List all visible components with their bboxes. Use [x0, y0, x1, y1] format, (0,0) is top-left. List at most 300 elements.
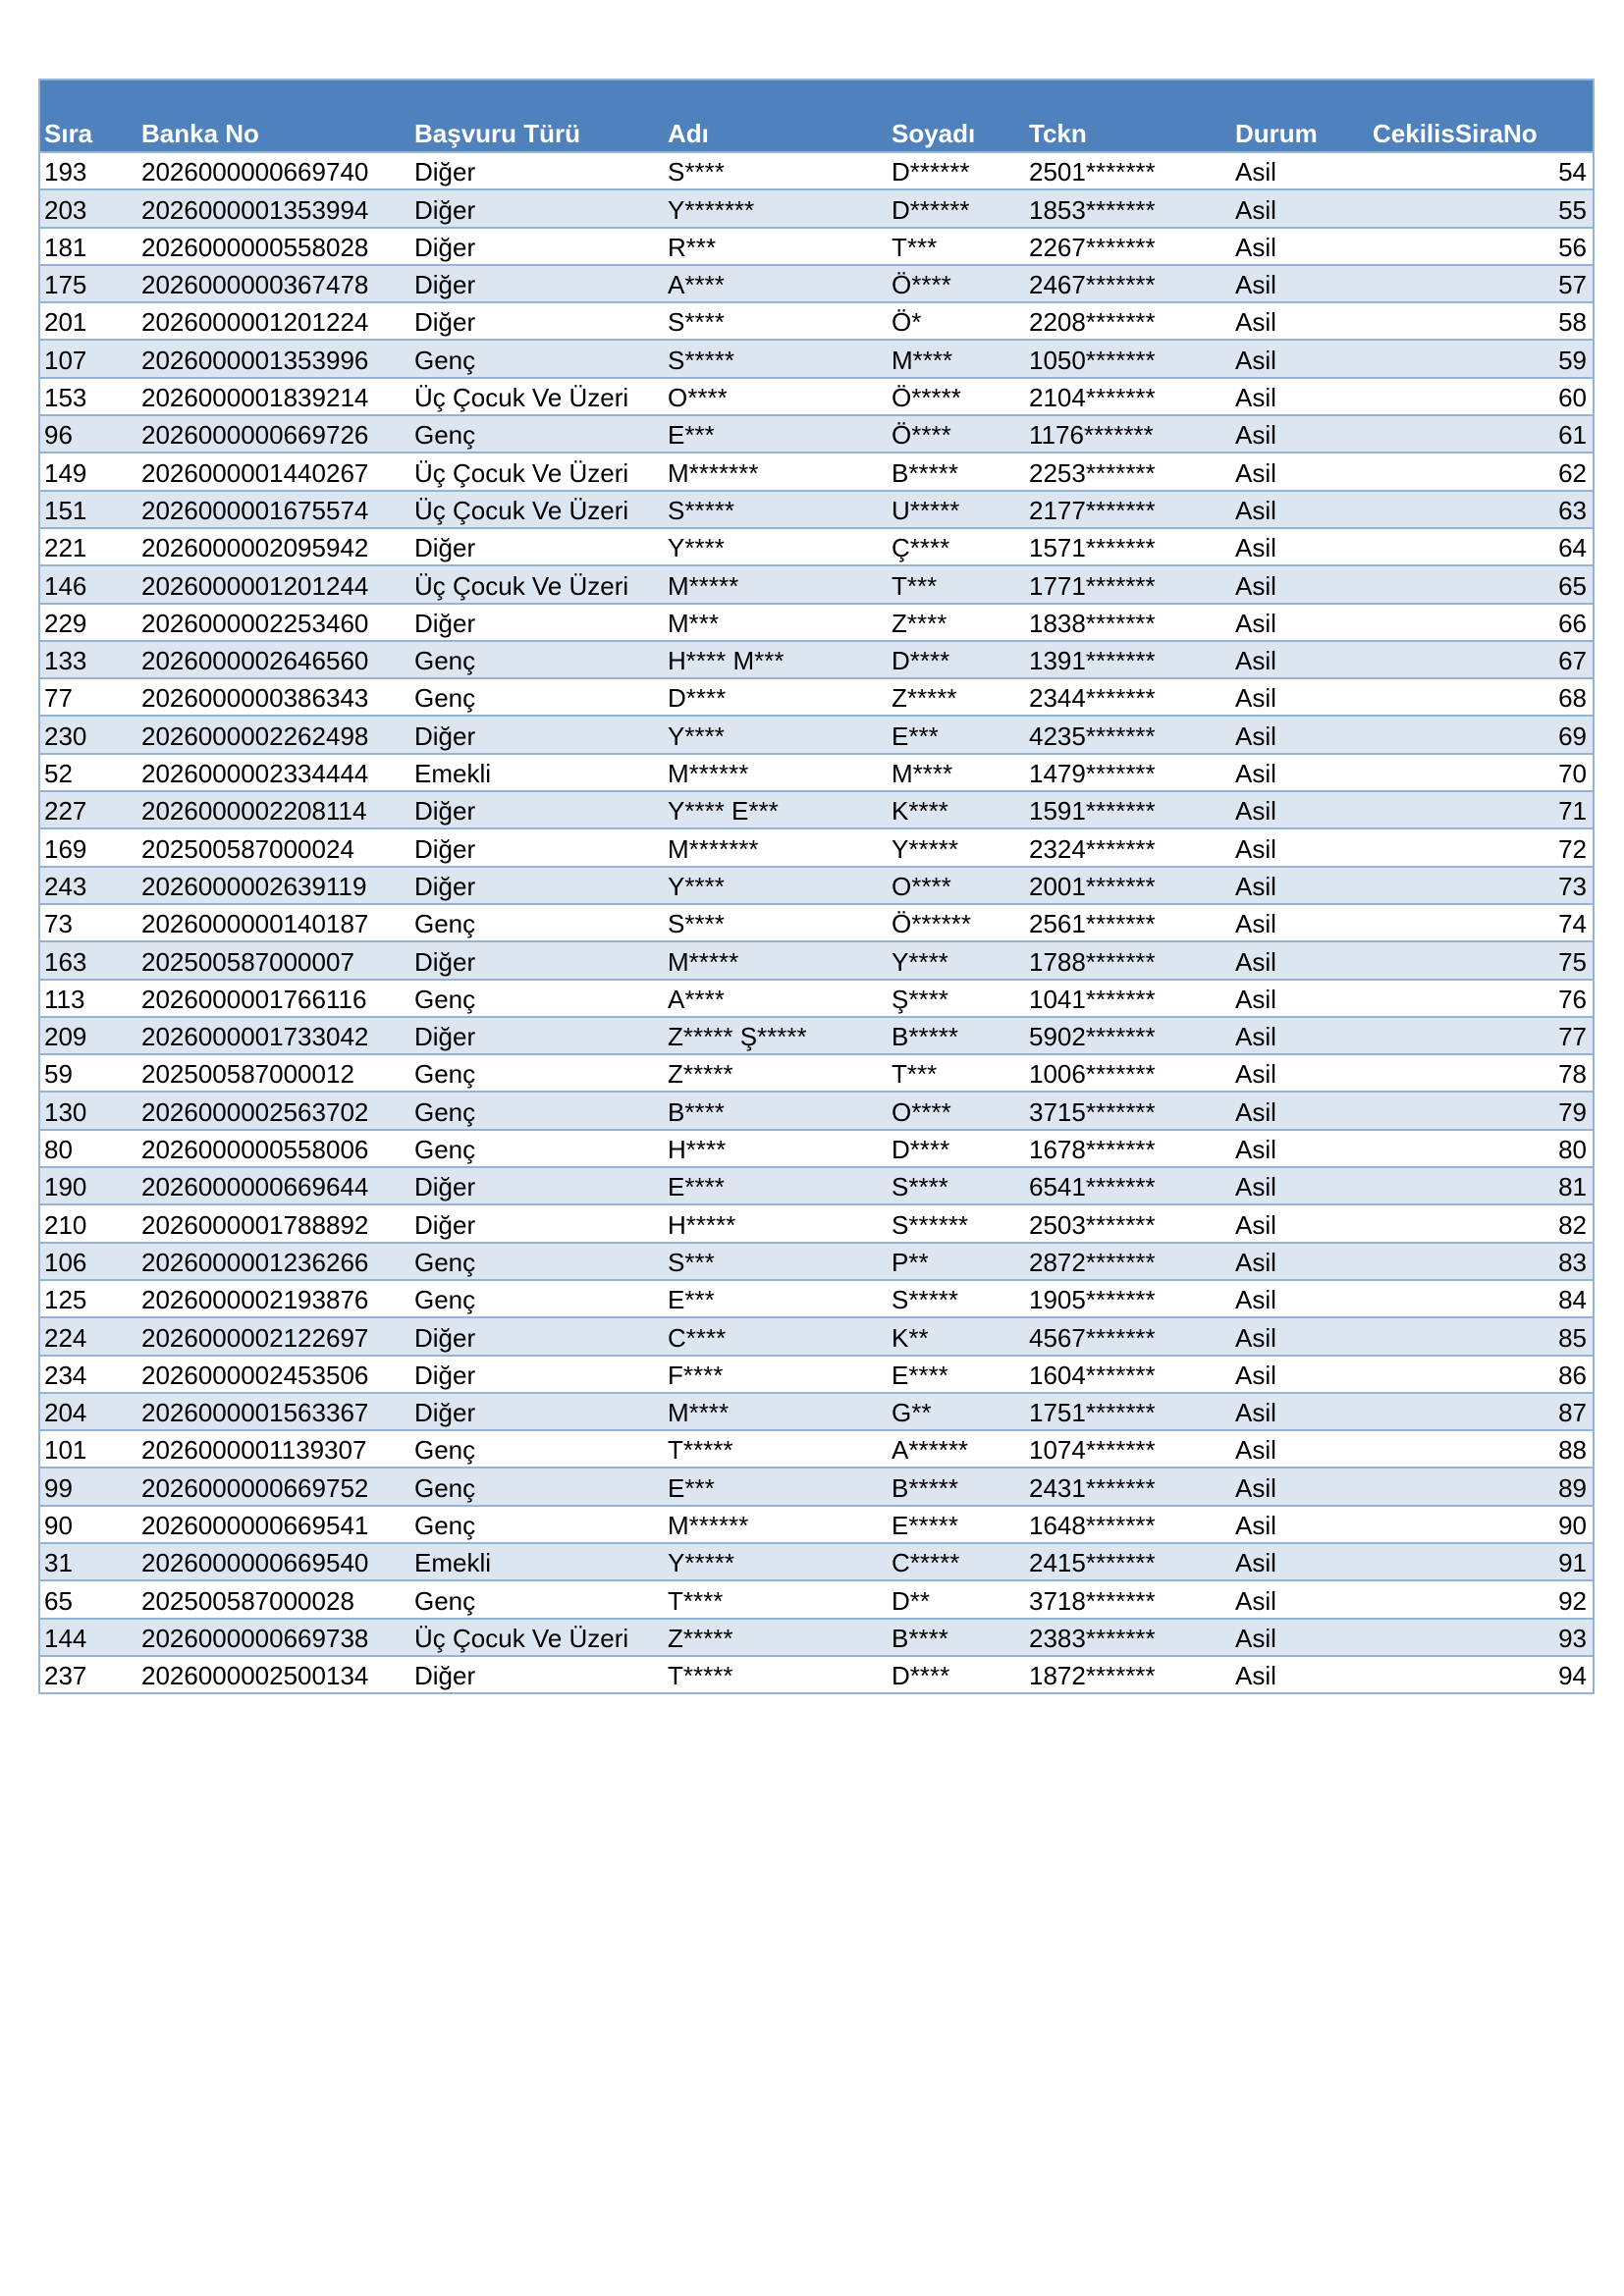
- cell-basvuru-turu: Genç: [414, 1472, 476, 1503]
- cell-soyadi: M****: [892, 345, 953, 375]
- cell-sira: 80: [44, 1135, 73, 1165]
- cell-banka-no: 2026000001675574: [141, 495, 369, 525]
- cell-tckn: 2267*******: [1029, 232, 1156, 262]
- cell-durum: Asil: [1235, 1398, 1276, 1428]
- column-header-cekilis-sira-no: CekilisSiraNo: [1373, 119, 1538, 148]
- cell-basvuru-turu: Üç Çocuk Ve Üzeri: [414, 1623, 629, 1653]
- cell-sira: 31: [44, 1548, 73, 1578]
- cell-durum: Asil: [1235, 683, 1276, 714]
- cell-sira: 229: [44, 608, 87, 638]
- cell-banka-no: 202500587000007: [141, 946, 354, 977]
- table-row: [39, 980, 1594, 1017]
- cell-durum: Asil: [1235, 1022, 1276, 1052]
- cell-tckn: 1041*******: [1029, 984, 1156, 1014]
- cell-sira: 130: [44, 1096, 87, 1127]
- cell-adi: E***: [668, 1472, 715, 1503]
- cell-tckn: 2872*******: [1029, 1247, 1156, 1277]
- column-header-basvuru-turu: Başvuru Türü: [414, 119, 581, 148]
- table-row: [39, 152, 1594, 189]
- cell-tckn: 2383*******: [1029, 1623, 1156, 1653]
- cell-adi: H*****: [668, 1209, 736, 1240]
- cell-soyadi: D******: [892, 157, 970, 187]
- cell-sira: 99: [44, 1472, 73, 1503]
- cell-cekilis-sira-no: 64: [1558, 533, 1587, 563]
- cell-durum: Asil: [1235, 759, 1276, 789]
- cell-adi: H****: [668, 1135, 727, 1165]
- cell-durum: Asil: [1235, 1360, 1276, 1390]
- cell-sira: 65: [44, 1585, 73, 1616]
- cell-adi: S****: [668, 157, 725, 187]
- cell-banka-no: 2026000002122697: [141, 1322, 369, 1353]
- cell-tckn: 1074*******: [1029, 1435, 1156, 1466]
- cell-banka-no: 2026000000558006: [141, 1135, 369, 1165]
- cell-basvuru-turu: Genç: [414, 1247, 476, 1277]
- cell-soyadi: M****: [892, 759, 953, 789]
- cell-adi: Y****: [668, 721, 725, 751]
- cell-tckn: 2467*******: [1029, 270, 1156, 300]
- table-row: [39, 265, 1594, 302]
- cell-durum: Asil: [1235, 307, 1276, 338]
- results-sheet: [38, 79, 1593, 1694]
- cell-sira: 73: [44, 909, 73, 939]
- table-row: [39, 1468, 1594, 1505]
- cell-adi: Y****: [668, 871, 725, 901]
- cell-cekilis-sira-no: 66: [1558, 608, 1587, 638]
- cell-cekilis-sira-no: 73: [1558, 871, 1587, 901]
- cell-tckn: 1751*******: [1029, 1398, 1156, 1428]
- cell-basvuru-turu: Diğer: [414, 1322, 476, 1353]
- cell-durum: Asil: [1235, 909, 1276, 939]
- cell-tckn: 1853*******: [1029, 194, 1156, 225]
- cell-adi: M*****: [668, 946, 739, 977]
- table-row: [39, 1130, 1594, 1167]
- cell-banka-no: 202500587000012: [141, 1059, 354, 1090]
- table-row: [39, 528, 1594, 565]
- cell-sira: 107: [44, 345, 87, 375]
- cell-durum: Asil: [1235, 270, 1276, 300]
- cell-banka-no: 2026000002639119: [141, 871, 367, 901]
- cell-banka-no: 2026000002193876: [141, 1285, 369, 1315]
- table-row: [39, 491, 1594, 528]
- cell-cekilis-sira-no: 61: [1558, 420, 1587, 451]
- cell-durum: Asil: [1235, 1322, 1276, 1353]
- cell-soyadi: K**: [892, 1322, 929, 1353]
- cell-adi: O****: [668, 383, 728, 413]
- cell-durum: Asil: [1235, 833, 1276, 864]
- cell-durum: Asil: [1235, 570, 1276, 601]
- cell-adi: M*******: [668, 457, 759, 488]
- cell-soyadi: B*****: [892, 1472, 958, 1503]
- cell-basvuru-turu: Üç Çocuk Ve Üzeri: [414, 457, 629, 488]
- cell-adi: M****: [668, 1398, 730, 1428]
- cell-sira: 175: [44, 270, 87, 300]
- cell-adi: B****: [668, 1096, 725, 1127]
- table-row: [39, 716, 1594, 753]
- cell-banka-no: 2026000001236266: [141, 1247, 369, 1277]
- cell-sira: 204: [44, 1398, 87, 1428]
- cell-soyadi: P**: [892, 1247, 929, 1277]
- cell-banka-no: 2026000002563702: [141, 1096, 369, 1127]
- cell-banka-no: 2026000001733042: [141, 1022, 369, 1052]
- column-header-sira: Sıra: [44, 119, 93, 148]
- cell-tckn: 1391*******: [1029, 646, 1156, 676]
- cell-soyadi: T***: [892, 570, 938, 601]
- cell-banka-no: 2026000001440267: [141, 457, 369, 488]
- table-row: [39, 1619, 1594, 1656]
- cell-adi: E****: [668, 1172, 725, 1202]
- cell-cekilis-sira-no: 81: [1558, 1172, 1587, 1202]
- cell-durum: Asil: [1235, 1209, 1276, 1240]
- cell-adi: F****: [668, 1360, 724, 1390]
- cell-sira: 149: [44, 457, 87, 488]
- table-row: [39, 1280, 1594, 1317]
- cell-banka-no: 2026000001839214: [141, 383, 369, 413]
- cell-tckn: 2253*******: [1029, 457, 1156, 488]
- table-row: [39, 1092, 1594, 1129]
- table-row: [39, 941, 1594, 979]
- cell-cekilis-sira-no: 86: [1558, 1360, 1587, 1390]
- table-header: [39, 80, 1594, 152]
- cell-durum: Asil: [1235, 1096, 1276, 1127]
- cell-basvuru-turu: Genç: [414, 1585, 476, 1616]
- cell-tckn: 4567*******: [1029, 1322, 1156, 1353]
- cell-banka-no: 2026000002095942: [141, 533, 369, 563]
- cell-banka-no: 2026000000669740: [141, 157, 369, 187]
- cell-durum: Asil: [1235, 646, 1276, 676]
- cell-tckn: 1905*******: [1029, 1285, 1156, 1315]
- cell-basvuru-turu: Diğer: [414, 1022, 476, 1052]
- cell-sira: 181: [44, 232, 87, 262]
- cell-durum: Asil: [1235, 1548, 1276, 1578]
- cell-basvuru-turu: Diğer: [414, 608, 476, 638]
- table-row: [39, 1054, 1594, 1092]
- cell-sira: 221: [44, 533, 87, 563]
- cell-tckn: 2431*******: [1029, 1472, 1156, 1503]
- cell-banka-no: 2026000001563367: [141, 1398, 369, 1428]
- cell-basvuru-turu: Genç: [414, 984, 476, 1014]
- cell-basvuru-turu: Genç: [414, 1135, 476, 1165]
- lottery-results-table: [38, 79, 1595, 1694]
- cell-adi: M******: [668, 759, 749, 789]
- cell-tckn: 4235*******: [1029, 721, 1156, 751]
- cell-sira: 59: [44, 1059, 73, 1090]
- cell-sira: 144: [44, 1623, 87, 1653]
- cell-banka-no: 2026000000669644: [141, 1172, 369, 1202]
- cell-tckn: 1176*******: [1029, 420, 1154, 451]
- cell-sira: 190: [44, 1172, 87, 1202]
- cell-tckn: 1872*******: [1029, 1661, 1156, 1691]
- cell-banka-no: 2026000001201244: [141, 570, 369, 601]
- cell-cekilis-sira-no: 89: [1558, 1472, 1587, 1503]
- cell-durum: Asil: [1235, 1172, 1276, 1202]
- cell-durum: Asil: [1235, 1585, 1276, 1616]
- cell-durum: Asil: [1235, 1510, 1276, 1540]
- table-row: [39, 228, 1594, 265]
- cell-adi: M*******: [668, 833, 759, 864]
- cell-durum: Asil: [1235, 984, 1276, 1014]
- table-row: [39, 1204, 1594, 1242]
- cell-soyadi: Ç****: [892, 533, 950, 563]
- cell-banka-no: 2026000000669541: [141, 1510, 369, 1540]
- cell-tckn: 2503*******: [1029, 1209, 1156, 1240]
- cell-adi: C****: [668, 1322, 727, 1353]
- cell-cekilis-sira-no: 92: [1558, 1585, 1587, 1616]
- table-row: [39, 604, 1594, 641]
- cell-durum: Asil: [1235, 1285, 1276, 1315]
- cell-cekilis-sira-no: 63: [1558, 495, 1587, 525]
- cell-basvuru-turu: Diğer: [414, 796, 476, 827]
- cell-tckn: 2561*******: [1029, 909, 1156, 939]
- column-header-banka-no: Banka No: [141, 119, 259, 148]
- cell-soyadi: B*****: [892, 457, 958, 488]
- cell-adi: E***: [668, 420, 715, 451]
- cell-tckn: 3715*******: [1029, 1096, 1156, 1127]
- cell-basvuru-turu: Diğer: [414, 157, 476, 187]
- cell-basvuru-turu: Genç: [414, 345, 476, 375]
- cell-durum: Asil: [1235, 721, 1276, 751]
- cell-cekilis-sira-no: 55: [1558, 194, 1587, 225]
- cell-sira: 234: [44, 1360, 87, 1390]
- cell-cekilis-sira-no: 68: [1558, 683, 1587, 714]
- cell-cekilis-sira-no: 83: [1558, 1247, 1587, 1277]
- table-row: [39, 340, 1594, 377]
- cell-tckn: 2501*******: [1029, 157, 1156, 187]
- cell-basvuru-turu: Genç: [414, 1059, 476, 1090]
- table-row: [39, 565, 1594, 603]
- cell-sira: 237: [44, 1661, 87, 1691]
- cell-durum: Asil: [1235, 457, 1276, 488]
- cell-soyadi: E*****: [892, 1510, 958, 1540]
- cell-adi: Y*****: [668, 1548, 734, 1578]
- cell-durum: Asil: [1235, 1435, 1276, 1466]
- cell-soyadi: Y****: [892, 946, 948, 977]
- cell-tckn: 1591*******: [1029, 796, 1156, 827]
- table-row: [39, 1543, 1594, 1580]
- cell-adi: M*****: [668, 570, 739, 601]
- cell-soyadi: K****: [892, 796, 948, 827]
- cell-adi: T*****: [668, 1435, 733, 1466]
- cell-banka-no: 2026000001353996: [141, 345, 369, 375]
- cell-basvuru-turu: Emekli: [414, 1548, 492, 1578]
- cell-tckn: 1571*******: [1029, 533, 1156, 563]
- cell-tckn: 1788*******: [1029, 946, 1156, 977]
- cell-basvuru-turu: Diğer: [414, 307, 476, 338]
- cell-tckn: 2344*******: [1029, 683, 1156, 714]
- cell-banka-no: 2026000000669726: [141, 420, 369, 451]
- cell-durum: Asil: [1235, 1247, 1276, 1277]
- cell-basvuru-turu: Diğer: [414, 1172, 476, 1202]
- cell-sira: 209: [44, 1022, 87, 1052]
- cell-soyadi: D**: [892, 1585, 931, 1616]
- cell-basvuru-turu: Genç: [414, 420, 476, 451]
- cell-soyadi: B****: [892, 1623, 948, 1653]
- cell-basvuru-turu: Genç: [414, 1285, 476, 1315]
- cell-sira: 125: [44, 1285, 87, 1315]
- cell-banka-no: 2026000002646560: [141, 646, 369, 676]
- cell-soyadi: T***: [892, 232, 938, 262]
- cell-basvuru-turu: Diğer: [414, 1661, 476, 1691]
- cell-cekilis-sira-no: 90: [1558, 1510, 1587, 1540]
- cell-adi: Z***** Ş*****: [668, 1022, 807, 1052]
- cell-adi: A****: [668, 270, 725, 300]
- cell-banka-no: 2026000001201224: [141, 307, 369, 338]
- cell-tckn: 1050*******: [1029, 345, 1156, 375]
- cell-banka-no: 2026000000140187: [141, 909, 369, 939]
- cell-soyadi: Ş****: [892, 984, 948, 1014]
- cell-durum: Asil: [1235, 383, 1276, 413]
- cell-cekilis-sira-no: 62: [1558, 457, 1587, 488]
- cell-cekilis-sira-no: 54: [1558, 157, 1587, 187]
- table-row: [39, 1580, 1594, 1618]
- cell-banka-no: 2026000002334444: [141, 759, 369, 789]
- table-row: [39, 415, 1594, 453]
- cell-basvuru-turu: Genç: [414, 909, 476, 939]
- cell-basvuru-turu: Diğer: [414, 833, 476, 864]
- table-row: [39, 453, 1594, 490]
- table-row: [39, 867, 1594, 904]
- cell-durum: Asil: [1235, 495, 1276, 525]
- cell-adi: Y**** E***: [668, 796, 779, 827]
- cell-sira: 224: [44, 1322, 87, 1353]
- cell-cekilis-sira-no: 77: [1558, 1022, 1587, 1052]
- cell-tckn: 1771*******: [1029, 570, 1156, 601]
- cell-adi: E***: [668, 1285, 715, 1315]
- table-row: [39, 1430, 1594, 1468]
- cell-basvuru-turu: Diğer: [414, 533, 476, 563]
- cell-soyadi: C*****: [892, 1548, 960, 1578]
- cell-durum: Asil: [1235, 1623, 1276, 1653]
- cell-cekilis-sira-no: 56: [1558, 232, 1587, 262]
- cell-sira: 153: [44, 383, 87, 413]
- cell-soyadi: Z****: [892, 608, 947, 638]
- cell-adi: Z*****: [668, 1623, 733, 1653]
- cell-banka-no: 2026000002262498: [141, 721, 369, 751]
- table-row: [39, 904, 1594, 941]
- cell-cekilis-sira-no: 93: [1558, 1623, 1587, 1653]
- cell-basvuru-turu: Diğer: [414, 232, 476, 262]
- cell-soyadi: A******: [892, 1435, 969, 1466]
- cell-banka-no: 2026000000669540: [141, 1548, 369, 1578]
- cell-sira: 151: [44, 495, 87, 525]
- table-row: [39, 754, 1594, 791]
- cell-cekilis-sira-no: 78: [1558, 1059, 1587, 1090]
- cell-basvuru-turu: Diğer: [414, 194, 476, 225]
- cell-sira: 163: [44, 946, 87, 977]
- column-header-durum: Durum: [1235, 119, 1318, 148]
- cell-tckn: 1648*******: [1029, 1510, 1156, 1540]
- cell-sira: 193: [44, 157, 87, 187]
- cell-tckn: 2104*******: [1029, 383, 1156, 413]
- cell-sira: 230: [44, 721, 87, 751]
- cell-soyadi: D******: [892, 194, 970, 225]
- cell-soyadi: S****: [892, 1172, 948, 1202]
- cell-adi: Z*****: [668, 1059, 733, 1090]
- cell-soyadi: S******: [892, 1209, 969, 1240]
- cell-tckn: 2001*******: [1029, 871, 1156, 901]
- cell-durum: Asil: [1235, 796, 1276, 827]
- cell-cekilis-sira-no: 91: [1558, 1548, 1587, 1578]
- cell-cekilis-sira-no: 84: [1558, 1285, 1587, 1315]
- cell-sira: 169: [44, 833, 87, 864]
- cell-basvuru-turu: Diğer: [414, 1360, 476, 1390]
- cell-cekilis-sira-no: 82: [1558, 1209, 1587, 1240]
- cell-tckn: 3718*******: [1029, 1585, 1156, 1616]
- cell-soyadi: G**: [892, 1398, 932, 1428]
- cell-sira: 113: [44, 984, 85, 1014]
- cell-soyadi: D****: [892, 1135, 950, 1165]
- cell-soyadi: O****: [892, 871, 951, 901]
- cell-soyadi: U*****: [892, 495, 960, 525]
- cell-tckn: 1479*******: [1029, 759, 1156, 789]
- cell-soyadi: E****: [892, 1360, 948, 1390]
- cell-sira: 203: [44, 194, 87, 225]
- table-row: [39, 1506, 1594, 1543]
- table-row: [39, 302, 1594, 340]
- header-row: [39, 80, 1594, 152]
- cell-sira: 227: [44, 796, 87, 827]
- cell-tckn: 2415*******: [1029, 1548, 1156, 1578]
- cell-basvuru-turu: Diğer: [414, 1209, 476, 1240]
- cell-cekilis-sira-no: 74: [1558, 909, 1587, 939]
- cell-cekilis-sira-no: 67: [1558, 646, 1587, 676]
- cell-sira: 90: [44, 1510, 73, 1540]
- cell-basvuru-turu: Diğer: [414, 871, 476, 901]
- cell-tckn: 2177*******: [1029, 495, 1156, 525]
- cell-cekilis-sira-no: 79: [1558, 1096, 1587, 1127]
- cell-durum: Asil: [1235, 345, 1276, 375]
- cell-adi: H**** M***: [668, 646, 785, 676]
- cell-basvuru-turu: Genç: [414, 646, 476, 676]
- cell-sira: 52: [44, 759, 73, 789]
- cell-cekilis-sira-no: 80: [1558, 1135, 1587, 1165]
- cell-durum: Asil: [1235, 1135, 1276, 1165]
- cell-banka-no: 202500587000028: [141, 1585, 354, 1616]
- cell-durum: Asil: [1235, 946, 1276, 977]
- cell-durum: Asil: [1235, 1472, 1276, 1503]
- cell-basvuru-turu: Genç: [414, 1096, 476, 1127]
- cell-banka-no: 2026000002500134: [141, 1661, 369, 1691]
- cell-durum: Asil: [1235, 157, 1276, 187]
- cell-durum: Asil: [1235, 871, 1276, 901]
- table-row: [39, 189, 1594, 227]
- cell-soyadi: Ö*: [892, 307, 922, 338]
- cell-cekilis-sira-no: 59: [1558, 345, 1587, 375]
- cell-sira: 96: [44, 420, 73, 451]
- cell-tckn: 1838*******: [1029, 608, 1156, 638]
- cell-durum: Asil: [1235, 1059, 1276, 1090]
- cell-cekilis-sira-no: 65: [1558, 570, 1587, 601]
- cell-adi: T****: [668, 1585, 724, 1616]
- cell-sira: 210: [44, 1209, 87, 1240]
- cell-sira: 106: [44, 1247, 87, 1277]
- cell-cekilis-sira-no: 58: [1558, 307, 1587, 338]
- cell-banka-no: 2026000000669738: [141, 1623, 369, 1653]
- cell-banka-no: 2026000000558028: [141, 232, 369, 262]
- column-header-adi: Adı: [668, 119, 709, 148]
- cell-adi: M***: [668, 608, 720, 638]
- cell-banka-no: 2026000001353994: [141, 194, 369, 225]
- cell-basvuru-turu: Genç: [414, 1435, 476, 1466]
- cell-durum: Asil: [1235, 232, 1276, 262]
- cell-banka-no: 2026000000669752: [141, 1472, 369, 1503]
- cell-tckn: 6541*******: [1029, 1172, 1156, 1202]
- cell-adi: A****: [668, 984, 725, 1014]
- cell-tckn: 2324*******: [1029, 833, 1156, 864]
- cell-banka-no: 2026000002453506: [141, 1360, 369, 1390]
- cell-banka-no: 2026000002253460: [141, 608, 369, 638]
- cell-soyadi: E***: [892, 721, 939, 751]
- cell-sira: 77: [44, 683, 73, 714]
